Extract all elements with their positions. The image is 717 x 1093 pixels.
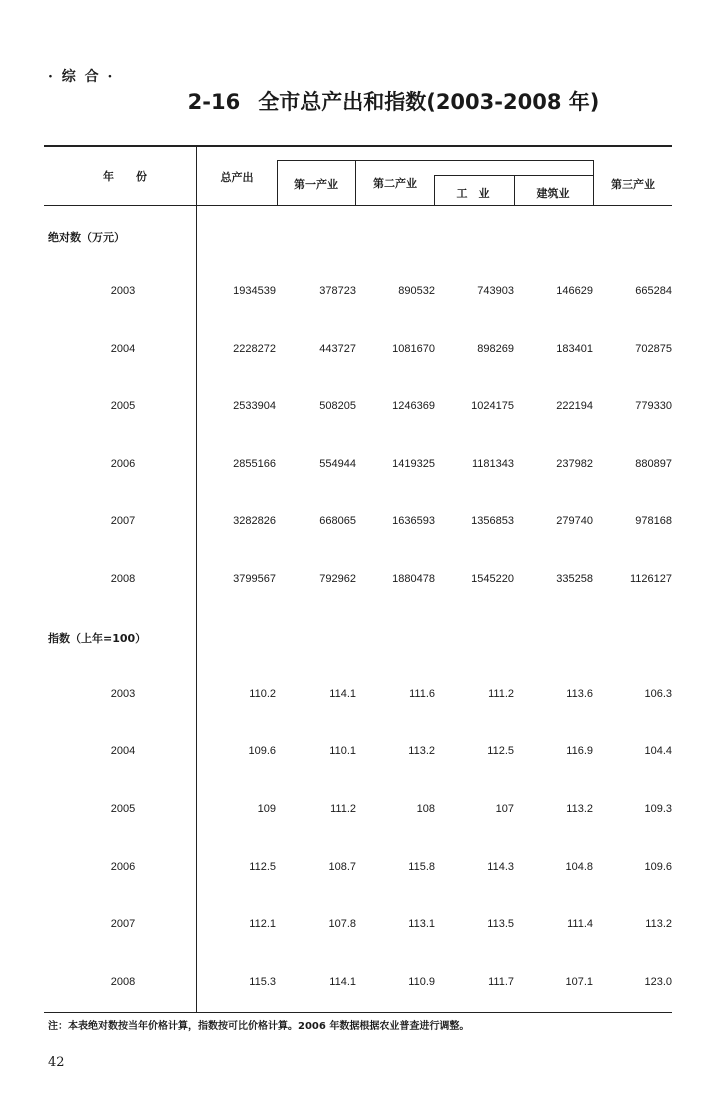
cell-primary: 114.1 [329, 976, 356, 988]
row-year: 2004 [110, 343, 136, 355]
cell-primary: 107.8 [328, 918, 356, 930]
header-secondary: 第二产业 [373, 177, 417, 190]
cell-secondary: 1419325 [392, 458, 435, 470]
cell-construction: 222194 [556, 400, 593, 412]
cell-tertiary: 880897 [635, 458, 672, 470]
cell-industry: 1181343 [471, 458, 514, 470]
cell-secondary: 108 [416, 803, 435, 815]
cell-tertiary: 104.4 [644, 745, 672, 757]
cell-tertiary: 123.0 [644, 976, 672, 988]
cell-construction: 104.8 [565, 861, 593, 873]
cell-primary: 792962 [319, 573, 356, 585]
cell-industry: 743903 [477, 285, 514, 297]
cell-tertiary: 779330 [635, 400, 672, 412]
table-row [0, 515, 717, 531]
cell-industry: 112.5 [487, 745, 514, 757]
table-row [0, 343, 717, 359]
cell-industry: 114.3 [487, 861, 514, 873]
table-row [0, 861, 717, 877]
table-row [0, 918, 717, 934]
cell-construction: 237982 [556, 458, 593, 470]
row-year: 2008 [110, 976, 136, 988]
header-industry: 工 业 [456, 187, 490, 200]
cell-total: 109.6 [248, 745, 276, 757]
table-row [0, 803, 717, 819]
cell-total: 110.2 [249, 688, 276, 700]
cell-primary: 554944 [319, 458, 356, 470]
table-row [0, 573, 717, 589]
cell-primary: 108.7 [328, 861, 356, 873]
header-col-rule-5 [593, 160, 594, 205]
cell-industry: 1545220 [471, 573, 514, 585]
row-year: 2003 [110, 688, 136, 700]
cell-construction: 146629 [556, 285, 593, 297]
cell-primary: 508205 [319, 400, 356, 412]
cell-total: 112.1 [249, 918, 276, 930]
table-note: 注：本表绝对数按当年价格计算，指数按可比价格计算。2006 年数据根据农业普查进行调整。 [48, 1021, 470, 1032]
page-number: 42 [48, 1055, 65, 1070]
cell-primary: 111.2 [330, 803, 356, 815]
table-row [0, 688, 717, 704]
row-year: 2007 [110, 918, 136, 930]
cell-secondary: 1880478 [392, 573, 435, 585]
cell-total: 2533904 [233, 400, 276, 412]
header-col-rule-4 [514, 175, 515, 205]
table-row [0, 458, 717, 474]
cell-construction: 107.1 [565, 976, 593, 988]
row-year: 2007 [110, 515, 136, 527]
cell-secondary: 110.9 [408, 976, 435, 988]
section-tag: · 综 合 · [48, 69, 115, 85]
cell-industry: 1356853 [471, 515, 514, 527]
cell-tertiary: 978168 [635, 515, 672, 527]
cell-tertiary: 665284 [635, 285, 672, 297]
cell-tertiary: 1126127 [629, 573, 672, 585]
cell-total: 109 [257, 803, 276, 815]
table-bottom-rule [44, 1012, 672, 1013]
cell-secondary: 1081670 [392, 343, 435, 355]
cell-total: 112.5 [249, 861, 276, 873]
cell-tertiary: 109.6 [644, 861, 672, 873]
section-label-absolute: 绝对数（万元） [48, 231, 125, 244]
cell-construction: 335258 [556, 573, 593, 585]
cell-tertiary: 106.3 [644, 688, 672, 700]
cell-secondary: 890532 [398, 285, 435, 297]
cell-secondary: 1246369 [392, 400, 435, 412]
cell-primary: 114.1 [329, 688, 356, 700]
cell-secondary: 1636593 [392, 515, 435, 527]
header-total: 总产出 [220, 171, 254, 184]
row-year: 2004 [110, 745, 136, 757]
cell-industry: 113.5 [487, 918, 514, 930]
row-year: 2005 [110, 400, 136, 412]
cell-secondary: 111.6 [409, 688, 435, 700]
cell-construction: 279740 [556, 515, 593, 527]
header-year: 年 份 [103, 170, 147, 183]
cell-tertiary: 113.2 [645, 918, 672, 930]
header-bottom-rule [44, 205, 672, 206]
cell-total: 2228272 [233, 343, 276, 355]
header-col-rule-3 [434, 175, 435, 205]
table-row [0, 285, 717, 301]
cell-industry: 111.7 [488, 976, 514, 988]
cell-total: 3282826 [233, 515, 276, 527]
cell-total: 2855166 [233, 458, 276, 470]
section-label-index: 指数（上年=100） [48, 632, 147, 645]
cell-primary: 443727 [319, 343, 356, 355]
page-title [0, 86, 717, 116]
cell-industry: 898269 [477, 343, 514, 355]
table-title: 全市总产出和指数(2003-2008 年) [258, 90, 600, 114]
table-row [0, 400, 717, 416]
cell-construction: 183401 [556, 343, 593, 355]
row-year: 2008 [110, 573, 136, 585]
table-top-rule [44, 145, 672, 147]
cell-total: 115.3 [249, 976, 276, 988]
cell-construction: 116.9 [566, 745, 593, 757]
cell-total: 1934539 [233, 285, 276, 297]
row-year: 2003 [110, 285, 136, 297]
row-year: 2005 [110, 803, 136, 815]
cell-industry: 111.2 [488, 688, 514, 700]
header-tertiary: 第三产业 [611, 178, 655, 191]
cell-construction: 113.6 [566, 688, 593, 700]
cell-tertiary: 702875 [635, 343, 672, 355]
row-year: 2006 [110, 861, 136, 873]
table-row [0, 976, 717, 992]
header-col-rule-2 [355, 160, 356, 205]
table-number: 2-16 [187, 90, 241, 114]
header-primary: 第一产业 [294, 178, 338, 191]
cell-total: 3799567 [233, 573, 276, 585]
header-rule-inner [277, 160, 594, 161]
cell-construction: 111.4 [567, 918, 593, 930]
cell-industry: 1024175 [471, 400, 514, 412]
cell-industry: 107 [495, 803, 514, 815]
cell-secondary: 113.2 [408, 745, 435, 757]
cell-secondary: 115.8 [408, 861, 435, 873]
header-col-rule-1 [277, 160, 278, 205]
cell-primary: 668065 [319, 515, 356, 527]
cell-construction: 113.2 [566, 803, 593, 815]
cell-primary: 378723 [319, 285, 356, 297]
cell-tertiary: 109.3 [644, 803, 672, 815]
header-construction: 建筑业 [536, 187, 570, 200]
cell-secondary: 113.1 [408, 918, 435, 930]
cell-primary: 110.1 [329, 745, 356, 757]
table-row [0, 745, 717, 761]
row-year: 2006 [110, 458, 136, 470]
